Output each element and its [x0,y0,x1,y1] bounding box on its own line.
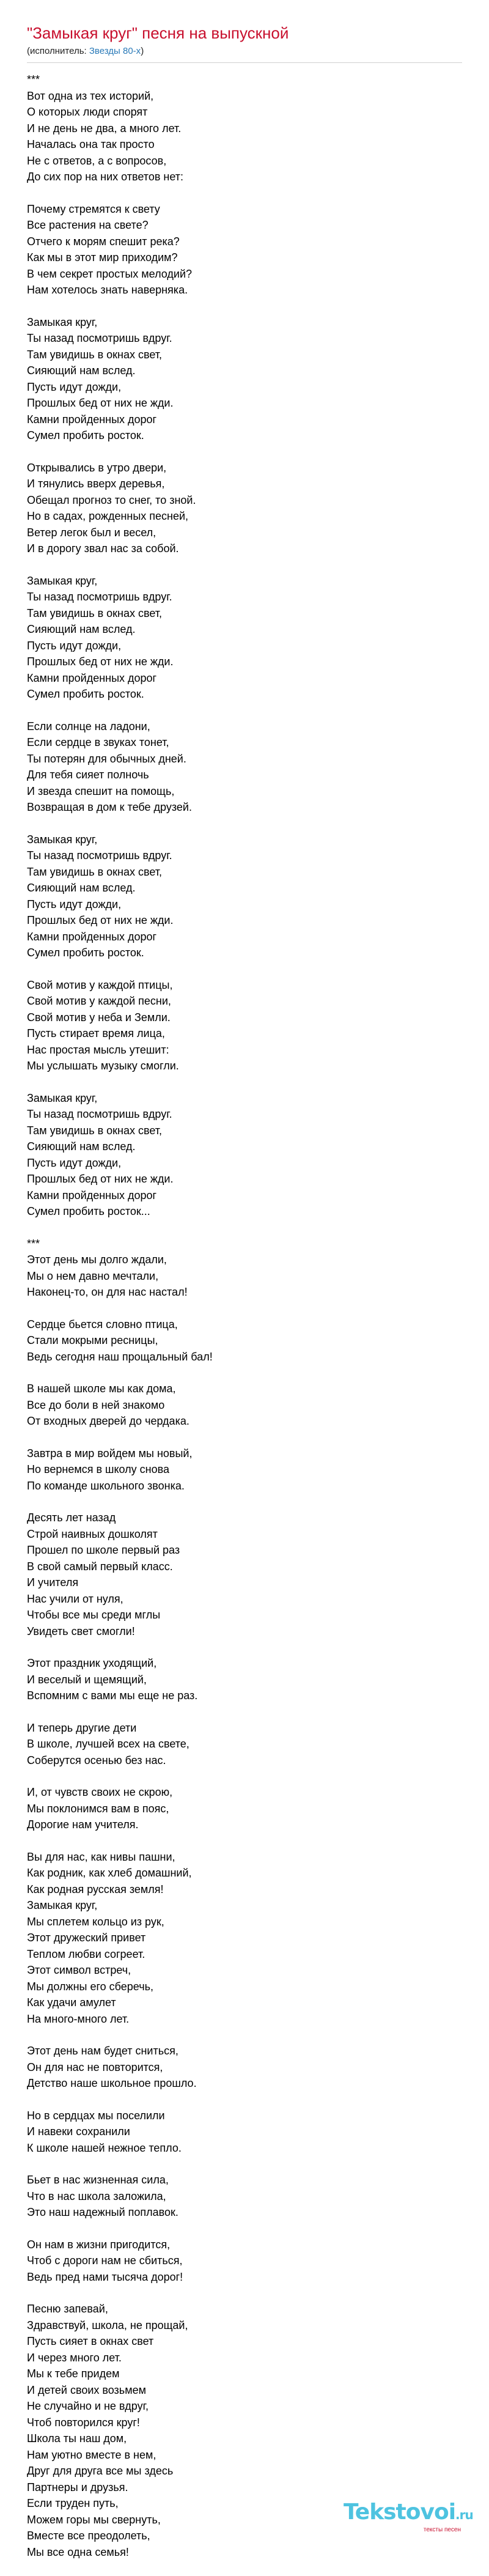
lyrics-line: Свой мотив у каждой песни, [27,995,171,1007]
lyrics-line: Что в нас школа заложила, [27,2190,166,2202]
lyrics-line: Мы поклонимся вам в пояс, [27,1802,169,1815]
lyrics-stanza [27,573,462,703]
lyrics-line: И навеки сохранили [27,2125,130,2138]
lyrics-line: Замыкая круг, [27,833,98,846]
lyrics-line: Вместе все преодолеть, [27,2530,150,2542]
lyrics-line: Он для нас не повторится, [27,2061,163,2073]
lyrics-stanza [27,977,462,1074]
artist-line [27,45,462,57]
logo-name: Tekstovoi [344,2500,456,2525]
lyrics-line: Там увидишь в окнах свет, [27,1124,162,1137]
lyrics-line: Нас простая мысль утешит: [27,1043,169,1056]
lyrics-line: Завтра в мир войдем мы новый, [27,1447,193,1460]
logo-tagline: тексты песен [423,2526,461,2533]
lyrics-line: *** [27,73,40,86]
lyrics-line: Бьет в нас жизненная сила, [27,2174,169,2186]
lyrics-line: Вспомним с вами мы еще не раз. [27,1689,198,1702]
lyrics-line: Сумел пробить росток... [27,1205,150,1217]
lyrics-line: Мы услышать музыку смогли. [27,1060,179,1072]
lyrics-line: Открывались в утро двери, [27,461,167,474]
lyrics-line: Нас учили от нуля, [27,1592,123,1605]
lyrics-line: Детство наше школьное прошло. [27,2077,197,2089]
lyrics-line: Все растения на свете? [27,219,149,231]
lyrics-line: Но в садах, рожденных песней, [27,510,189,522]
lyrics-line: Сумел пробить росток. [27,688,144,700]
page-title: "Замыкая круг" песня на выпускной [27,24,289,42]
lyrics-line: Мы все одна семья! [27,2545,129,2558]
lyrics-stanza [27,1381,462,1430]
lyrics-line: Пусть идут дожди, [27,380,122,393]
lyrics-line: Друг для друга все мы здесь [27,2465,174,2477]
lyrics-line: Пусть сияет в окнах свет [27,2335,154,2347]
lyrics-line: Началась она так просто [27,138,155,150]
lyrics-line: Мы к тебе придем [27,2367,120,2380]
lyrics-line: Для тебя сияет полночь [27,769,149,781]
lyrics-line: Прошлых бед от них не жди. [27,397,174,409]
lyrics-line: Нам хотелось знать наверняка. [27,284,188,296]
lyrics-line: Замыкая круг, [27,1091,98,1104]
lyrics-line: Замыкая круг, [27,574,98,587]
lyrics-line: Пусть идут дожди, [27,1156,122,1169]
lyrics-line: Вы для нас, как нивы пашни, [27,1850,175,1863]
lyrics-line: Увидеть свет смогли! [27,1625,135,1637]
lyrics-line: Как мы в этот мир приходим? [27,251,178,264]
artist-link[interactable]: Звезды 80-х [89,46,141,56]
lyrics-line: До сих пор на них ответов нет: [27,171,184,183]
lyrics-line: Там увидишь в окнах свет, [27,607,162,619]
lyrics-line: Ветер легок был и весел, [27,526,156,539]
lyrics-line: Но в сердцах мы поселили [27,2109,165,2122]
lyrics-line: Школа ты наш дом, [27,2432,127,2445]
lyrics-line: К школе нашей нежное тепло. [27,2141,182,2154]
lyrics-line: Камни пройденных дорог [27,413,157,426]
lyrics-stanza [27,1720,462,1769]
lyrics-line: Свой мотив у неба и Земли. [27,1011,171,1024]
lyrics-line: Но вернемся в школу снова [27,1463,169,1475]
lyrics-line: И веселый и щемящий, [27,1673,147,1686]
lyrics-stanza [27,2043,462,2092]
lyrics-line: Прошел по школе первый раз [27,1544,180,1556]
lyrics-line: Камни пройденных дорог [27,1189,157,1201]
header-divider [27,62,462,63]
lyrics-line: От входных дверей до чердака. [27,1415,189,1427]
logo-text [344,2500,473,2526]
lyrics-line: Мы сплетем кольцо из рук, [27,1915,164,1928]
lyrics-line: Дорогие нам учителя. [27,1818,139,1831]
lyrics-stanza [27,1510,462,1639]
lyrics-line: Прошлых бед от них не жди. [27,914,174,926]
lyrics-stanza [27,2172,462,2221]
lyrics-line: В чем секрет простых мелодий? [27,267,193,280]
lyrics-line: Как родник, как хлеб домашний, [27,1867,192,1879]
lyrics-line: Как удачи амулет [27,1996,116,2009]
lyrics-line: Чтоб повторился круг! [27,2416,140,2429]
lyrics-line: Пусть стирает время лица, [27,1027,165,1039]
lyrics-line: Пусть идут дожди, [27,898,122,910]
lyrics-line: Вот одна из тех историй, [27,89,154,102]
lyrics-line: И через много лет. [27,2351,122,2364]
lyrics-line: В нашей школе мы как дома, [27,1382,176,1395]
lyrics-line: И не день не два, а много лет. [27,122,182,135]
lyrics-stanza [27,1849,462,2028]
lyrics-line: Все до боли в ней знакомо [27,1398,165,1411]
lyrics-stanza [27,460,462,557]
lyrics-line: Сияющий нам вслед. [27,882,136,894]
lyrics-stanza [27,1236,462,1301]
lyrics-line: Там увидишь в окнах свет, [27,865,162,878]
lyrics-line: Сияющий нам вслед. [27,364,136,377]
lyrics-line: Если труден путь, [27,2497,119,2509]
lyrics-line: Замыкая круг, [27,316,98,328]
lyrics-stanza [27,832,462,961]
lyrics-line: Замыкая круг, [27,1899,98,1911]
artist-suffix: ) [141,46,144,56]
lyrics-line: Камни пройденных дорог [27,930,157,943]
lyrics-line: Там увидишь в окнах свет, [27,348,162,361]
lyrics-line: Наконец-то, он для нас настал! [27,1286,188,1298]
lyrics-stanza [27,2237,462,2286]
lyrics-page [27,23,462,2576]
lyrics-line: Почему стремятся к свету [27,202,160,215]
lyrics-stanza [27,72,462,185]
lyrics-stanza [27,1090,462,1220]
site-logo[interactable] [344,2500,473,2533]
lyrics-line: Мы должны его сберечь, [27,1980,153,1993]
lyrics-body [27,72,462,2560]
lyrics-line: Возвращая в дом к тебе друзей. [27,801,192,813]
lyrics-line: И, от чувств своих не скрою, [27,1786,173,1798]
lyrics-line: Чтоб с дороги нам не сбиться, [27,2254,183,2267]
lyrics-line: И детей своих возьмем [27,2383,146,2396]
logo-domain: .ru [455,2508,473,2522]
lyrics-line: Сумел пробить росток. [27,947,144,959]
lyrics-stanza [27,314,462,444]
lyrics-line: Партнеры и друзья. [27,2481,128,2493]
lyrics-line: Отчего к морям спешит река? [27,235,180,248]
lyrics-line: Не с ответов, а с вопросов, [27,154,167,167]
lyrics-line: И в дорогу звал нас за собой. [27,542,179,555]
lyrics-line: Мы о нем давно мечтали, [27,1269,159,1282]
lyrics-line: Сердце бьется словно птица, [27,1318,178,1330]
lyrics-line: Теплом любви согреет. [27,1947,145,1960]
lyrics-line: И тянулись вверх деревья, [27,478,165,490]
lyrics-line: Свой мотив у каждой птицы, [27,978,173,991]
artist-prefix: (исполнитель: [27,46,89,56]
lyrics-line: Строй наивных дошколят [27,1527,158,1540]
lyrics-line: Если солнце на ладони, [27,720,150,733]
lyrics-line: Обещал прогноз то снег, то зной. [27,493,196,506]
lyrics-line: Не случайно и не вдруг, [27,2400,149,2412]
lyrics-line: Он нам в жизни пригодится, [27,2238,171,2251]
lyrics-line: Можем горы мы свернуть, [27,2513,161,2526]
lyrics-line: Пусть идут дожди, [27,639,122,652]
lyrics-line: И звезда спешит на помощь, [27,784,175,797]
lyrics-line: В школе, лучшей всех на свете, [27,1738,189,1750]
lyrics-line: Ты назад посмотришь вдруг. [27,591,172,603]
lyrics-line: Как родная русская земля! [27,1883,164,1895]
lyrics-stanza [27,1445,462,1494]
lyrics-line: Прошлых бед от них не жди. [27,1173,174,1185]
lyrics-line: Десять лет назад [27,1511,116,1524]
lyrics-line: Этот день мы долго ждали, [27,1253,167,1266]
lyrics-line: И теперь другие дети [27,1721,137,1734]
lyrics-line: Стали мокрыми ресницы, [27,1334,158,1346]
lyrics-stanza [27,1784,462,1833]
lyrics-line: Сияющий нам вслед. [27,1140,136,1153]
lyrics-line: Чтобы все мы среди мглы [27,1609,161,1621]
lyrics-line: Сумел пробить росток. [27,429,144,441]
lyrics-line: Здравствуй, школа, не прощай, [27,2319,188,2331]
lyrics-line: Ты назад посмотришь вдруг. [27,332,172,344]
lyrics-line: Ты назад посмотришь вдруг. [27,849,172,862]
lyrics-line: Ты потерян для обычных дней. [27,752,186,765]
lyrics-line: О которых люди спорят [27,106,148,118]
lyrics-stanza [27,1316,462,1365]
lyrics-stanza [27,201,462,298]
lyrics-line: Этот дружеский привет [27,1932,146,1944]
lyrics-line: Соберутся осенью без нас. [27,1754,166,1766]
lyrics-line: Этот праздник уходящий, [27,1657,157,1669]
lyrics-line: В свой самый первый класс. [27,1560,173,1573]
lyrics-line: На много-много лет. [27,2012,130,2025]
lyrics-line: Ты назад посмотришь вдруг. [27,1108,172,1120]
lyrics-line: Нам уютно вместе в нем, [27,2448,156,2461]
lyrics-line: *** [27,1237,40,1250]
lyrics-line: Сияющий нам вслед. [27,623,136,635]
lyrics-line: Ведь пред нами тысяча дорог! [27,2270,183,2283]
lyrics-line: Это наш надежный поплавок. [27,2206,178,2218]
lyrics-line: Если сердце в звуках тонет, [27,736,169,748]
lyrics-line: Этот символ встреч, [27,1964,131,1976]
lyrics-stanza [27,1655,462,1704]
lyrics-line: По команде школьного звонка. [27,1479,185,1492]
lyrics-stanza [27,2108,462,2157]
lyrics-line: Песню запевай, [27,2303,108,2315]
lyrics-line: Этот день нам будет сниться, [27,2045,178,2057]
lyrics-line: Прошлых бед от них не жди. [27,655,174,668]
lyrics-line: Камни пройденных дорог [27,671,157,684]
lyrics-stanza [27,718,462,816]
lyrics-line: Ведь сегодня наш прощальный бал! [27,1350,213,1363]
lyrics-line: И учителя [27,1576,79,1589]
